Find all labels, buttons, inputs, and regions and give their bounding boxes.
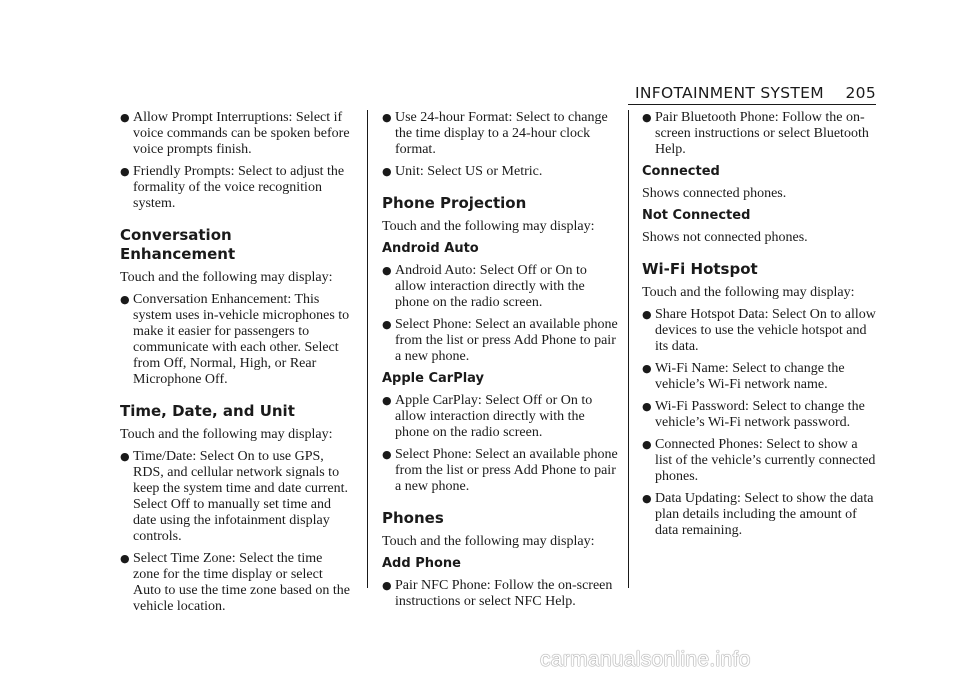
watermark: carmanualsonline.info: [540, 648, 751, 671]
list-item: ● Select Time Zone: Select the time zone for the time display or select Auto to use the time zone based on the vehicle location.: [120, 551, 350, 614]
bullet-icon: ●: [382, 165, 392, 178]
bullet-icon: ●: [382, 111, 392, 124]
column-2: [382, 110, 620, 616]
subheading-add-phone: Add Phone: [382, 556, 461, 571]
list-item: ● Pair NFC Phone: Follow the on-screen instructions or select NFC Help.: [382, 578, 613, 609]
subheading-not-connected: Not Connected: [642, 208, 751, 223]
list-item: ● Use 24-hour Format: Select to change the time display to a 24-hour clock format.: [382, 110, 608, 157]
subheading-connected: Connected: [642, 164, 720, 179]
paragraph: Touch and the following may display:: [120, 270, 333, 285]
column-divider-1: [367, 110, 368, 588]
list-item: ● Wi-Fi Password: Select to change the vehicle’s Wi-Fi network password.: [642, 399, 865, 430]
bullet-icon: ●: [120, 165, 130, 178]
heading-wifi-hotspot: Wi-Fi Hotspot: [642, 260, 758, 278]
bullet-icon: ●: [642, 308, 652, 321]
list-item: ● Friendly Prompts: Select to adjust the formality of the voice recognition system.: [120, 164, 345, 211]
paragraph: Touch and the following may display:: [642, 285, 855, 300]
bullet-icon: ●: [120, 293, 130, 306]
list-item: ● Unit: Select US or Metric.: [382, 164, 543, 179]
column-divider-2: [628, 110, 629, 588]
heading-phone-projection: Phone Projection: [382, 194, 527, 212]
list-item: ● Wi-Fi Name: Select to change the vehicle’s Wi-Fi network name.: [642, 361, 845, 392]
list-item: ● Share Hotspot Data: Select On to allow devices to use the vehicle hotspot and its data.: [642, 307, 876, 354]
list-item: ● Pair Bluetooth Phone: Follow the on-screen instructions or select Bluetooth Help.: [642, 110, 869, 157]
bullet-icon: ●: [120, 111, 130, 124]
bullet-icon: ●: [120, 450, 130, 463]
bullet-icon: ●: [382, 448, 392, 461]
bullet-icon: ●: [382, 264, 392, 277]
heading-conversation-enhancement: Conversation Enhancement: [120, 226, 236, 263]
list-item: ● Time/Date: Select On to use GPS, RDS, and cellular network signals to keep the system time and date current. Select Off to manually set time and date using the infotainment display controls.: [120, 449, 348, 544]
bullet-icon: ●: [642, 111, 652, 124]
subheading-android-auto: Android Auto: [382, 241, 479, 256]
list-item: ● Select Phone: Select an available phone from the list or press Add Phone to pair a new phone.: [382, 447, 618, 494]
bullet-icon: ●: [642, 438, 652, 451]
list-item: ● Connected Phones: Select to show a list of the vehicle’s currently connected phones.: [642, 437, 876, 484]
section-title: INFOTAINMENT SYSTEM: [635, 84, 824, 102]
list-item: ● Allow Prompt Interruptions: Select if voice commands can be spoken before voice prompts finish.: [120, 110, 350, 157]
column-3: [642, 110, 878, 545]
list-item: ● Android Auto: Select Off or On to allow interaction directly with the phone on the radio screen.: [382, 263, 587, 310]
bullet-icon: ●: [382, 579, 392, 592]
heading-time-date-unit: Time, Date, and Unit: [120, 402, 295, 420]
header-rule: [628, 104, 876, 105]
bullet-icon: ●: [382, 318, 392, 331]
bullet-icon: ●: [642, 400, 652, 413]
bullet-icon: ●: [120, 552, 130, 565]
paragraph: Touch and the following may display:: [382, 534, 595, 549]
paragraph: Touch and the following may display:: [382, 219, 595, 234]
list-item: ● Conversation Enhancement: This system uses in-vehicle microphones to make it easier for passengers to communicate with each other. Select from Off, Normal, High, or Rear Microphone Off.: [120, 292, 350, 387]
list-item: ● Apple CarPlay: Select Off or On to allow interaction directly with the phone on the radio screen.: [382, 393, 593, 440]
bullet-icon: ●: [382, 394, 392, 407]
heading-phones: Phones: [382, 509, 444, 527]
page-number: 205: [845, 84, 876, 102]
bullet-icon: ●: [642, 362, 652, 375]
subheading-apple-carplay: Apple CarPlay: [382, 371, 485, 386]
paragraph: Shows connected phones.: [642, 186, 787, 201]
bullet-icon: ●: [642, 492, 652, 505]
list-item: ● Data Updating: Select to show the data plan details including the amount of data remaining.: [642, 491, 874, 538]
paragraph: Shows not connected phones.: [642, 230, 808, 245]
list-item: ● Select Phone: Select an available phone from the list or press Add Phone to pair a new phone.: [382, 317, 618, 364]
paragraph: Touch and the following may display:: [120, 427, 333, 442]
column-1: [120, 110, 352, 621]
